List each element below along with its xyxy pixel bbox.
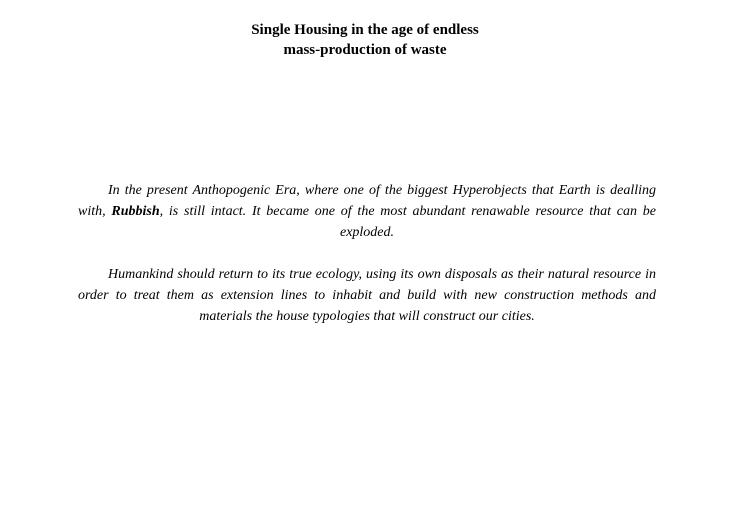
paragraph-2: Humankind should return to its true ecology, using its own disposals as their natural resource in order to treat them as extension lines to inhabit and build with new construction methods and materials the house typologies that will construct our cities. xyxy=(78,267,656,324)
title-line-1: Single Housing in the age of endless xyxy=(251,22,479,38)
body-text xyxy=(78,180,656,327)
page-title xyxy=(0,20,730,60)
paragraph-1 xyxy=(78,180,656,243)
rubbish-emphasis: Rubbish xyxy=(111,204,160,219)
paragraph-1-before: In the present Anthopogenic Era, where one of the biggest Hyperobjects that Earth is dealling with, xyxy=(78,183,656,219)
title-line-2: mass-production of waste xyxy=(283,42,447,58)
paragraph-1-after: , is still intact. It became one of the most abundant renawable resource that can be exploded. xyxy=(159,204,656,240)
